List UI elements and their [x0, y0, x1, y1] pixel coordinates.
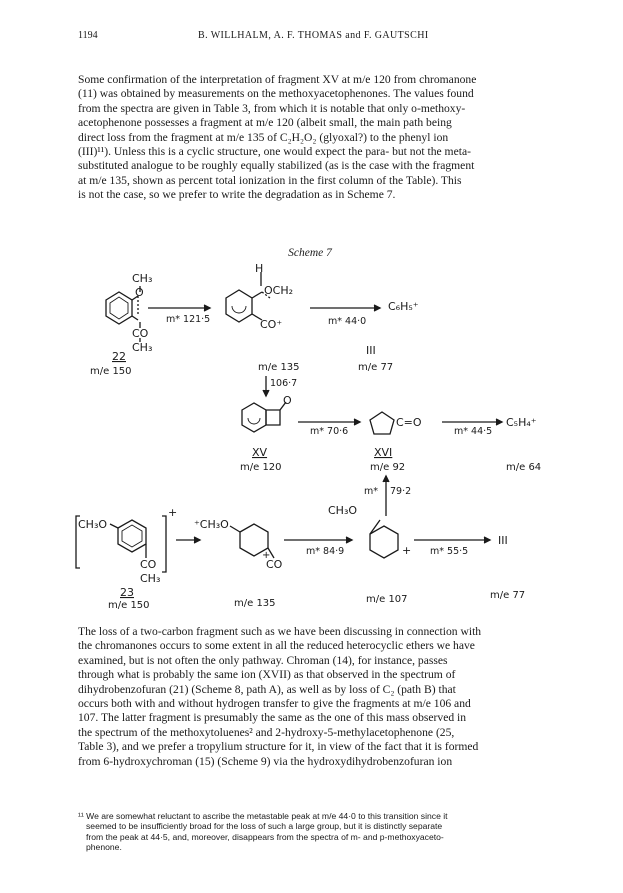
text-line: is not the case, so we prefer to write the degradation as in Scheme 7.: [78, 188, 396, 202]
mass-label: m/e 77: [490, 590, 526, 601]
paragraph-discussion: [78, 625, 546, 769]
mass-label: m/e 135: [258, 362, 300, 373]
text-line: (III)¹¹). Unless this is a cyclic structure, one would expect the para- but not the meta-: [78, 145, 471, 159]
page-number: 1194: [78, 30, 98, 41]
metastable-label: 79·2: [390, 486, 412, 497]
mass-label: m/e 92: [370, 462, 406, 473]
text-line: the spectrum of the methoxytoluenes² and 2-hydroxy-5-methylacetophenone (25,: [78, 725, 455, 739]
footnote-line: phenone.: [86, 842, 122, 853]
ion-107-structure: [370, 520, 398, 558]
methoxy-label: ⁺CH₃O: [194, 518, 229, 531]
roman-numeral: III: [366, 344, 376, 357]
text-line: substituted analogue to be roughly equally stabilized (as is the case with the fragment: [78, 159, 475, 173]
roman-numeral: XV: [252, 446, 268, 459]
ion-135-structure: [226, 272, 270, 322]
metastable-label: m* 84·9: [306, 546, 345, 557]
footnote: [78, 811, 548, 853]
footnote-line: seemed to be insufficiently broad for the loss of such a large group, but it is distinctly separate: [86, 821, 443, 832]
cation-sign: +: [168, 506, 178, 519]
metastable-label: m* 44·5: [454, 426, 493, 437]
ketene-label: C=O: [396, 416, 422, 429]
cation-sign: +: [262, 550, 271, 561]
roman-numeral: XVI: [374, 446, 393, 459]
paragraph-intro: [78, 73, 546, 203]
metastable-label: m* 55·5: [430, 546, 469, 557]
text-line: 107. The latter fragment is presumably the same as the one of this mass observed in: [78, 711, 467, 725]
co-label: CO: [132, 327, 149, 340]
co-label: CO: [140, 558, 157, 571]
ion-xv-structure: [242, 402, 286, 432]
scheme-caption: Scheme 7: [288, 247, 332, 259]
mass-label: m/e 150: [90, 366, 132, 377]
hydrogen-label: H: [255, 262, 264, 275]
text-line: examined, but is not often the only pathway. Chroman (14), for instance, passes: [78, 653, 448, 667]
text-line: (11) was obtained by measurements on the methoxyacetophenones. The values found: [78, 87, 474, 101]
text-line: the chromanones occurs to some extent in all the reduced heterocyclic ethers we have: [78, 639, 475, 653]
footnote-line: ¹¹ We are somewhat reluctant to ascribe the metastable peak at m/e 44·0 to this transition since it: [78, 811, 448, 821]
footnote-line: from the peak at 44·5, and, moreover, disappears from the spectra of m- and p-methoxyaceto-: [86, 831, 444, 842]
text-line: occurs both with and without hydrogen transfer to give the fragments at m/e 106 and: [78, 697, 471, 711]
roman-numeral: III: [498, 534, 508, 547]
phenyl-ion-label: C₆H₅⁺: [388, 300, 419, 313]
compound-number: 23: [120, 586, 134, 599]
running-authors: B. WILLHALM, A. F. THOMAS and F. GAUTSCHI: [198, 30, 429, 41]
ch3-label: CH₃: [132, 272, 153, 285]
text-line: Some confirmation of the interpretation of fragment XV at m/e 120 from chromanone: [78, 73, 477, 86]
metastable-label: m* 44·0: [328, 316, 367, 327]
oxygen-label: O: [283, 394, 292, 407]
mass-label: m/e 150: [108, 600, 150, 611]
text-line: The loss of a two-carbon fragment such as we have been discussing in connection with: [78, 625, 482, 638]
text-line: acetophenone possesses a fragment at m/e 120 (albeit small, the main path being: [78, 116, 452, 130]
text-line: from 6-hydroxychroman (15) (Scheme 9) via the hydroxydihydrobenzofuran ion: [78, 754, 453, 768]
och2-label: OCH₂: [264, 284, 294, 297]
c5h4-ion-label: C₅H₄⁺: [506, 416, 537, 429]
mass-label: m/e 107: [366, 594, 408, 605]
ch3-label: CH₃: [140, 572, 161, 585]
ch3-label: CH₃: [132, 341, 153, 354]
co-label: CO: [266, 558, 283, 571]
text-line: through what is probably the same ion (XVII) as that observed in the spectrum of: [78, 668, 456, 682]
metastable-label: m*: [364, 486, 379, 497]
metastable-label: m* 121·5: [166, 314, 211, 325]
cation-sign: +: [402, 544, 412, 557]
metastable-label: 106·7: [270, 378, 298, 389]
methoxy-label: CH₃O: [328, 504, 358, 517]
scheme-7-diagram: [70, 262, 560, 620]
ion-xvi-structure: [370, 412, 394, 434]
co-cation-label: CO⁺: [260, 318, 283, 331]
methoxy-label: CH₃O: [78, 518, 108, 531]
text-line: direct loss from the fragment at m/e 135 of C₂H₂O₂ (glyoxal?) to the phenyl ion: [78, 130, 449, 144]
text-line: from the spectra are given in Table 3, from which it is notable that only o-methoxy-: [78, 101, 466, 115]
mass-label: m/e 120: [240, 462, 282, 473]
compound-number: 22: [112, 350, 126, 363]
mass-label: m/e 135: [234, 598, 276, 609]
mass-label: m/e 77: [358, 362, 394, 373]
oxygen-label: O: [135, 286, 144, 299]
text-line: at m/e 135, shown as percent total ionization in the first column of the Table). This: [78, 173, 462, 187]
metastable-label: m* 70·6: [310, 426, 349, 437]
mass-label: m/e 64: [506, 462, 542, 473]
text-line: Table 3), and we prefer a tropylium structure for it, in view of the fact that it is formed: [78, 740, 479, 754]
text-line: dihydrobenzofuran (21) (Scheme 8, path A), as well as by loss of C₂ (path B) that: [78, 682, 456, 696]
